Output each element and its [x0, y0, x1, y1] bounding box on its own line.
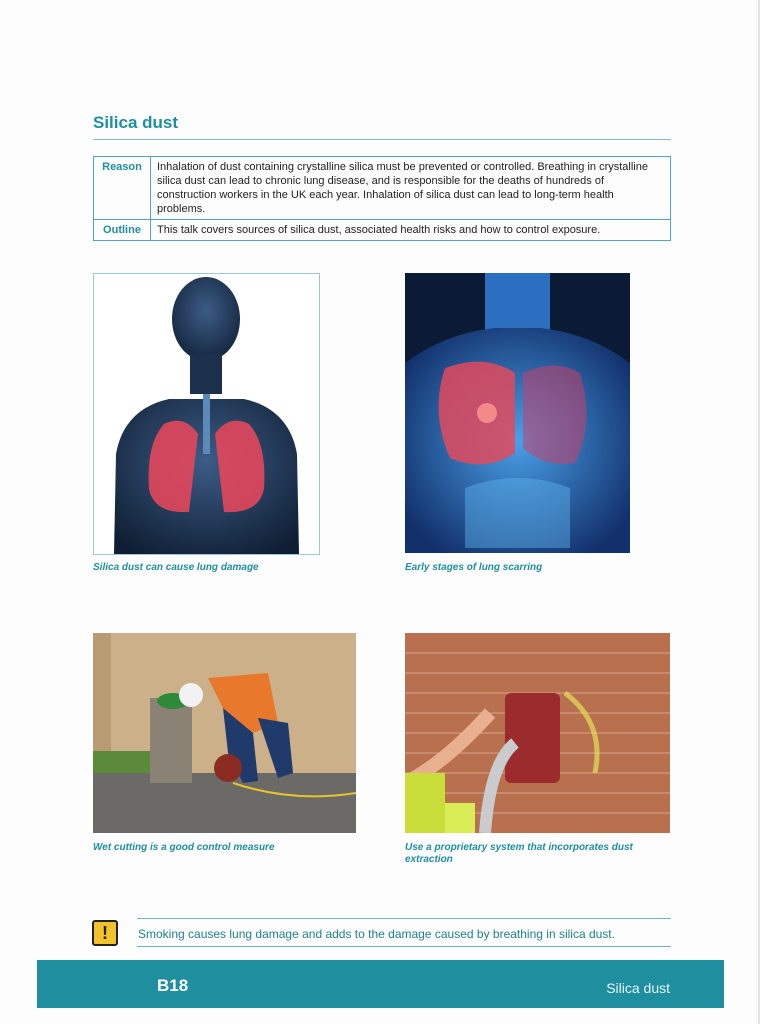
- warning-text: Smoking causes lung damage and adds to the damage caused by breathing in silica dust.: [138, 927, 615, 941]
- figure-caption: Early stages of lung scarring: [405, 562, 543, 573]
- figure-caption: Silica dust can cause lung damage: [93, 562, 259, 573]
- table-row: [94, 157, 671, 220]
- figure-caption: Use a proprietary system that incorporates dust extraction: [405, 842, 633, 865]
- warning-bottom-rule: [137, 946, 671, 947]
- row-text-reason: Inhalation of dust containing crystalline silica must be prevented or controlled. Breathing in crystalline silica dust can lead to chronic lung disease, and is responsible for the deaths of hundreds of construction workers in the UK each year. Inhalation of silica dust can lead to long-term health problems.: [151, 157, 671, 220]
- row-label-reason: Reason: [94, 157, 151, 220]
- page-title: Silica dust: [93, 113, 179, 132]
- table-row: [94, 220, 671, 241]
- info-table: [93, 156, 671, 241]
- exclamation-icon: !: [92, 920, 118, 946]
- worker-cutting-photo: [93, 633, 356, 833]
- warning-top-rule: [137, 918, 671, 919]
- page-footer: [37, 960, 724, 1008]
- xray-torso-illustration: [405, 273, 630, 553]
- human-lungs-illustration: [94, 274, 319, 554]
- figure-caption: Wet cutting is a good control measure: [93, 842, 275, 853]
- row-label-outline: Outline: [94, 220, 151, 241]
- wet-cutting-image: [93, 633, 356, 833]
- lung-damage-image: [93, 273, 320, 555]
- dust-extraction-image: [405, 633, 670, 833]
- section-code: B18: [157, 976, 189, 995]
- row-text-outline: This talk covers sources of silica dust, associated health risks and how to control exposure.: [151, 220, 671, 241]
- title-divider: [93, 139, 671, 140]
- brick-wall-grinder-photo: [405, 633, 670, 833]
- footer-title: Silica dust: [606, 980, 670, 996]
- lung-scarring-image: [405, 273, 630, 553]
